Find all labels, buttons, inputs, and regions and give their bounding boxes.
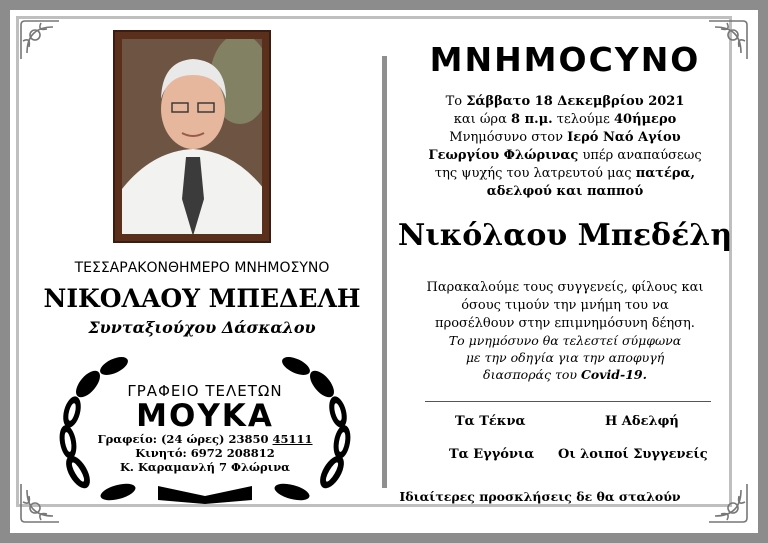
office-phone: Γραφείο: (24 ώρες) 23850 45111 [97, 432, 313, 446]
corner-ornament [705, 480, 751, 526]
memorial-title: ΜΝΗΜΟCΥΝΟ [429, 40, 701, 79]
covid-note: Το μνημόσυνο θα τελεστεί σύμφωνα με την οδηγία για την αποφυγή διασποράς του Covid-19. [448, 333, 682, 382]
announcement-text: Το Σάββατο 18 Δεκεμβρίου 2021 και ώρα 8 π.μ. τελούμε 40ήμερο Μνημόσυνο στον Ιερό Ναό Αγίου Γεωργίου Φλώρινας υπέρ αναπαύσεως της ψυχής του λατρευτού μας πατέρα, αδελφού και παππού [428, 94, 702, 199]
office-address: Κ. Καραμανλή 7 Φλώρινα [119, 460, 291, 474]
signature-grandchildren: Τα Εγγόνια [449, 447, 535, 462]
deceased-name: Νικόλαου Μπεδέλη [397, 218, 733, 253]
office-mobile: Κινητό: 6972 208812 [135, 446, 275, 460]
signature-rule [425, 401, 711, 402]
corner-ornament [17, 17, 63, 63]
office-brand: ΜΟΥΚΑ [136, 398, 274, 434]
left-heading: ΤΕΣΣΑΡΑΚΟΝΘΗΜΕΡΟ ΜΝΗΜΟΣΥΝΟ [74, 260, 330, 276]
invitation-text: Παρακαλούμε τους συγγενείς, φίλους και όσους τιμούν την μνήμη του να προσέλθουν στην επιμνημόσυνη δέηση. [426, 280, 704, 331]
signature-sister: Η Αδελφή [605, 414, 679, 429]
office-line: ΓΡΑΦΕΙΟ ΤΕΛΕΤΩΝ [127, 382, 283, 400]
signature-children: Τα Τέκνα [455, 414, 526, 429]
signature-relatives: Οι λοιποί Συγγενείς [558, 447, 708, 462]
deceased-name-caps: ΝΙΚΟΛΑΟΥ ΜΠΕΔΕΛΗ [43, 284, 361, 313]
corner-ornament [17, 480, 63, 526]
portrait-photo [113, 30, 271, 243]
portrait-image [122, 39, 262, 234]
footer-note: Ιδιαίτερες προσκλήσεις δε θα σταλούν [399, 489, 681, 504]
vertical-divider [382, 56, 387, 488]
funeral-office-info [62, 383, 348, 474]
deceased-title: Συνταξιούχου Δάσκαλου [88, 318, 316, 337]
